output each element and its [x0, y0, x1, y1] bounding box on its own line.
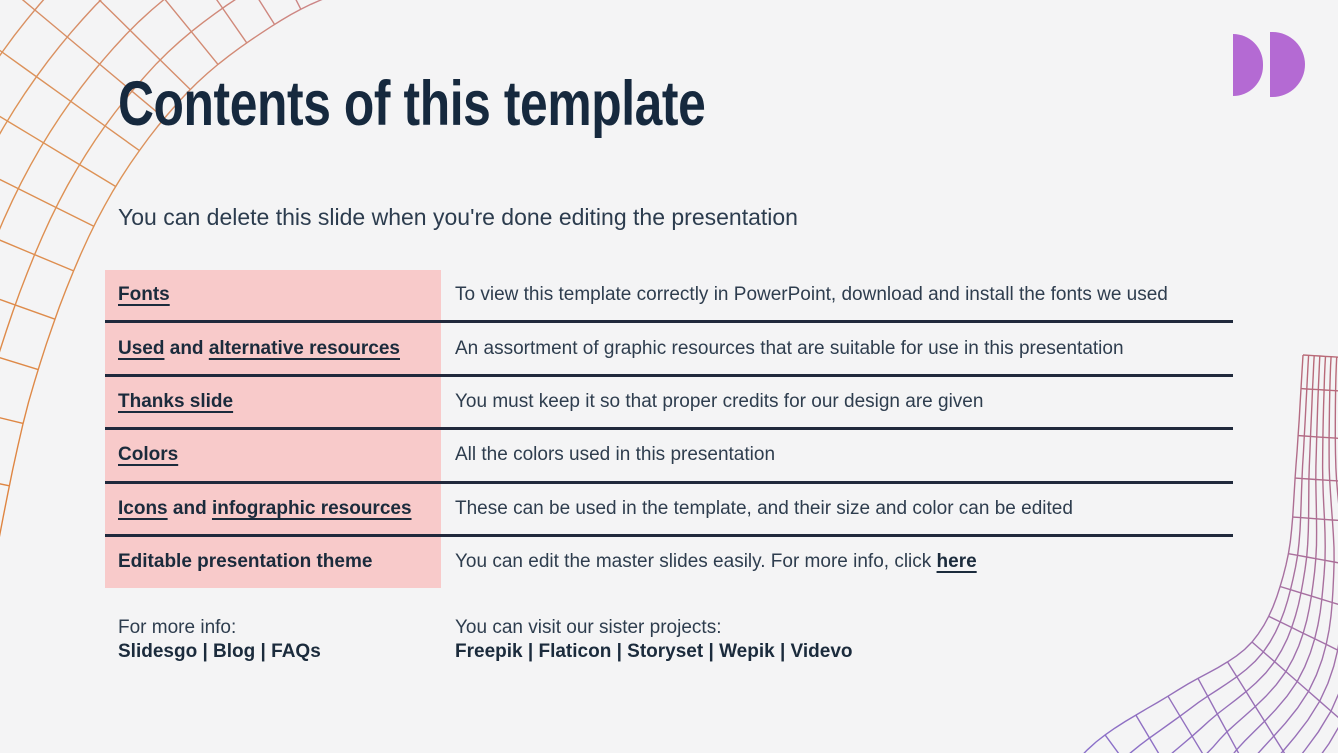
- colors-link[interactable]: Colors: [118, 444, 179, 466]
- alternative-resources-link[interactable]: alternative resources: [208, 337, 400, 359]
- footer-sister-projects: [455, 616, 853, 663]
- row-description-cell: [441, 323, 1233, 373]
- page-title: Contents of this template: [118, 69, 706, 139]
- description-text: You can edit the master slides easily. For more info, click: [455, 551, 937, 573]
- table-row-thanks-slide: [105, 377, 1233, 430]
- row-label-cell: [105, 430, 441, 480]
- row-description-cell: [441, 537, 1233, 588]
- row-label-cell: [105, 323, 441, 373]
- fonts-link[interactable]: Fonts: [118, 284, 170, 306]
- footer-label: You can visit our sister projects:: [455, 617, 722, 638]
- description-text: [455, 551, 977, 573]
- row-label-cell: [105, 377, 441, 427]
- table-row-used-resources: [105, 323, 1233, 376]
- label-text: Editable presentation theme: [118, 551, 373, 573]
- slide-subtitle: You can delete this slide when you're done editing the presentation: [118, 204, 798, 230]
- table-row-editable-theme: [105, 537, 1233, 588]
- icons-link[interactable]: Icons: [118, 497, 168, 519]
- used-link[interactable]: Used: [118, 337, 165, 359]
- infographic-resources-link[interactable]: infographic resources: [211, 497, 412, 519]
- description-text: You must keep it so that proper credits for our design are given: [455, 390, 984, 412]
- thanks-slide-link[interactable]: Thanks slide: [118, 390, 234, 412]
- sister-projects-links[interactable]: Freepik | Flaticon | Storyset | Wepik | Videvo: [455, 641, 853, 662]
- contents-table: [105, 270, 1233, 588]
- row-label-cell: [105, 484, 441, 534]
- slidesgo-logo: [1233, 32, 1305, 97]
- here-link[interactable]: here: [936, 551, 977, 573]
- description-text: All the colors used in this presentation: [455, 444, 776, 466]
- row-description-cell: [441, 270, 1233, 320]
- label-text: and: [164, 337, 209, 359]
- logo-halfcircle-right-icon: [1270, 32, 1305, 97]
- row-label-cell: [105, 537, 441, 588]
- table-row-icons-resources: [105, 484, 1233, 537]
- label-text: [118, 338, 400, 360]
- description-text: To view this template correctly in PowerPoint, download and install the fonts we used: [455, 284, 1168, 306]
- description-text: These can be used in the template, and their size and color can be edited: [455, 497, 1073, 519]
- label-text: and: [167, 497, 212, 519]
- label-text: [118, 498, 412, 520]
- logo-halfcircle-left-icon: [1233, 34, 1263, 96]
- slidesgo-blog-faqs-links[interactable]: Slidesgo | Blog | FAQs: [118, 641, 321, 662]
- row-description-cell: [441, 377, 1233, 427]
- row-label-cell: [105, 270, 441, 320]
- description-text: An assortment of graphic resources that are suitable for use in this presentation: [455, 337, 1124, 359]
- table-row-fonts: [105, 270, 1233, 323]
- row-description-cell: [441, 484, 1233, 534]
- table-row-colors: [105, 430, 1233, 483]
- footer-more-info: [118, 616, 321, 663]
- row-description-cell: [441, 430, 1233, 480]
- footer-label: For more info:: [118, 617, 237, 638]
